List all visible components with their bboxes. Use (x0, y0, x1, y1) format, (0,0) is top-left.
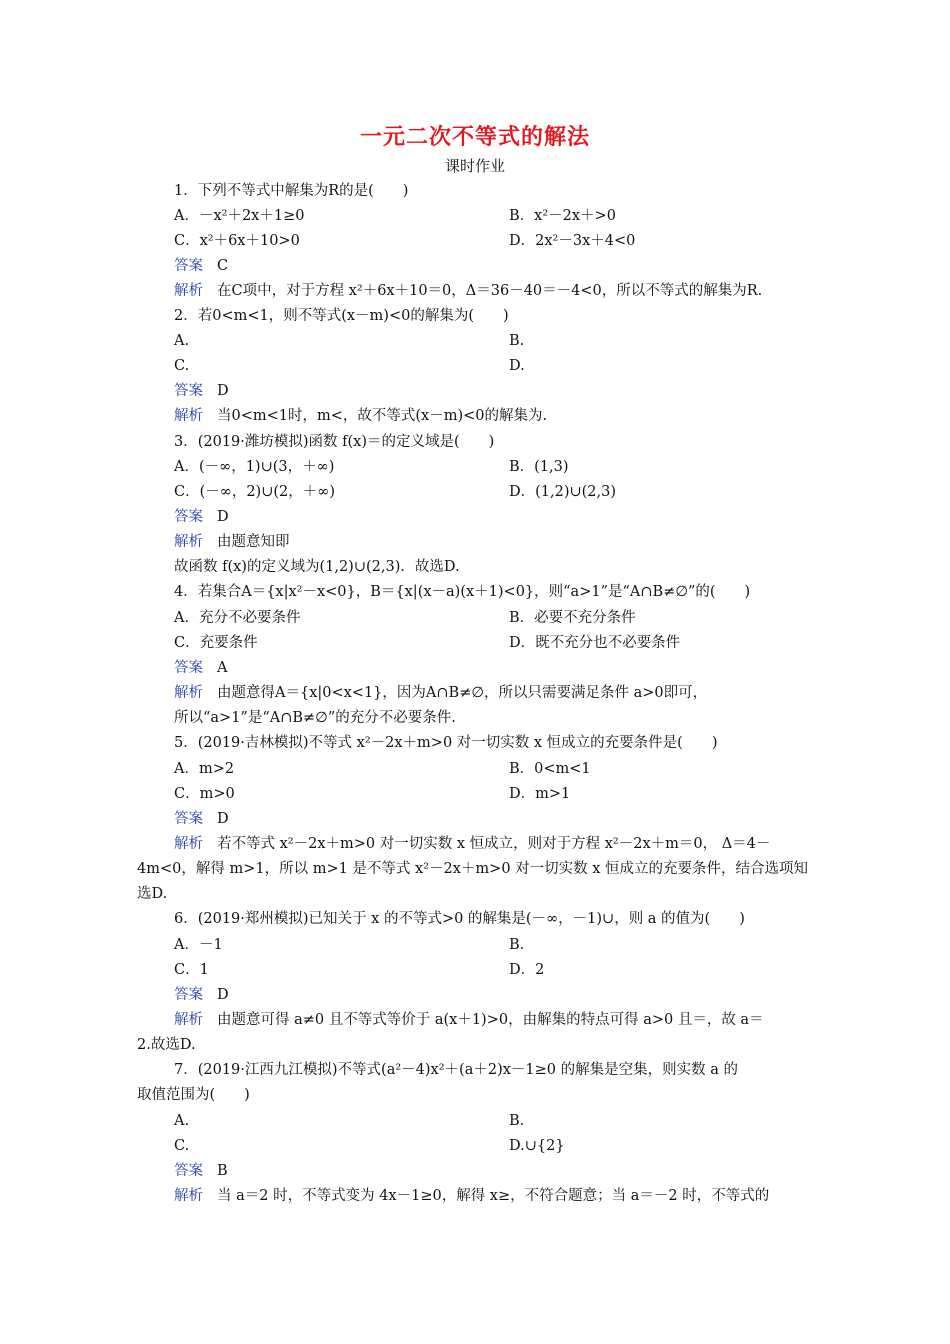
question-6-answer (174, 983, 814, 1008)
option-a: A．－x²＋2x＋1≥0 (174, 208, 305, 224)
question-1-analysis (174, 279, 814, 304)
option-d: D. (509, 358, 525, 374)
option-d: D.∪{2} (509, 1138, 565, 1154)
option-d: D．既不充分也不必要条件 (509, 635, 681, 651)
question-3-analysis-cont: 故函数 f(x)的定义域为(1,2)∪(2,3)．故选D. (174, 559, 460, 575)
question-1-options-row-1 (174, 204, 814, 229)
analysis-text: 当 a＝2 时，不等式变为 4x－1≥0，解得 x≥，不符合题意；当 a＝－2 时，不等式的 (217, 1188, 770, 1204)
question-4-analysis (174, 681, 814, 706)
answer-label: 答案 (174, 383, 203, 399)
question-2-stem: 2．若0<m<1，则不等式(x－m)<0的解集为( ) (174, 308, 509, 324)
question-4-options-row-1 (174, 606, 814, 631)
analysis-label: 解析 (174, 1188, 203, 1204)
answer-value: B (217, 1163, 228, 1179)
question-5-options-row-1 (174, 757, 814, 782)
answer-label: 答案 (174, 811, 203, 827)
option-d: D．2x²－3x＋4<0 (509, 233, 636, 249)
question-4-options-row-2 (174, 631, 814, 656)
answer-label: 答案 (174, 660, 203, 676)
analysis-label: 解析 (174, 408, 203, 424)
question-7-stem: 7．(2019·江西九江模拟)不等式(a²－4)x²＋(a＋2)x－1≥0 的解集是空集，则实数 a 的 (174, 1062, 738, 1078)
option-d: D．2 (509, 962, 545, 978)
answer-label: 答案 (174, 1163, 203, 1179)
answer-value: A (217, 660, 228, 676)
option-b: B. (509, 333, 525, 349)
question-4-analysis-cont: 所以“a>1”是“A∩B≠∅”的充分不必要条件. (174, 710, 456, 726)
question-6-stem: 6．(2019·郑州模拟)已知关于 x 的不等式>0 的解集是(－∞，－1)∪，则 a 的值为( ) (174, 911, 745, 927)
question-2-answer (174, 379, 814, 404)
option-b: B. (509, 1113, 525, 1129)
analysis-text: 由题意可得 a≠0 且不等式等价于 a(x＋1)>0，由解集的特点可得 a>0 且＝，故 a＝ (217, 1012, 764, 1028)
option-b: B．x²－2x＋>0 (509, 208, 616, 224)
answer-value: C (217, 258, 229, 274)
option-c: C．m>0 (174, 786, 235, 802)
document-subtitle: 课时作业 (444, 157, 505, 175)
question-5-answer (174, 807, 814, 832)
question-4-stem: 4．若集合A＝{x|x²－x<0}，B＝{x|(x－a)(x＋1)<0}，则“a>1”是“A∩B≠∅”的( ) (174, 584, 751, 600)
answer-value: D (217, 987, 229, 1003)
option-d: D．(1,2)∪(2,3) (509, 484, 617, 500)
option-a: A．m>2 (174, 761, 235, 777)
option-a: A．－1 (174, 937, 223, 953)
question-7-options-row-2 (174, 1134, 814, 1159)
option-c: C．x²＋6x＋10>0 (174, 233, 300, 249)
question-6-analysis (174, 1008, 814, 1033)
question-7-answer (174, 1159, 814, 1184)
document-title: 一元二次不等式的解法 (359, 124, 590, 150)
analysis-label: 解析 (174, 1012, 203, 1028)
answer-value: D (217, 509, 229, 525)
option-c: C. (174, 1138, 190, 1154)
answer-value: D (217, 383, 229, 399)
answer-label: 答案 (174, 258, 203, 274)
question-1-stem: 1．下列不等式中解集为R的是( ) (174, 183, 409, 199)
question-3-options-row-1 (174, 455, 814, 480)
option-a: A．(－∞，1)∪(3，＋∞) (174, 459, 335, 475)
analysis-text: 当0<m<1时，m<，故不等式(x－m)<0的解集为. (217, 408, 548, 424)
option-c: C. (174, 358, 190, 374)
answer-value: D (217, 811, 229, 827)
analysis-text: 由题意知即 (217, 534, 290, 550)
analysis-text: 由题意得A＝{x|0<x<1}，因为A∩B≠∅，所以只需要满足条件 a>0即可， (217, 685, 708, 701)
question-3-analysis (174, 530, 814, 555)
option-b: B．(1,3) (509, 459, 569, 475)
question-2-analysis (174, 404, 814, 429)
analysis-label: 解析 (174, 534, 203, 550)
option-a: A．充分不必要条件 (174, 610, 301, 626)
option-d: D．m>1 (509, 786, 571, 802)
option-c: C．充要条件 (174, 635, 258, 651)
question-1-options-row-2 (174, 229, 814, 254)
question-3-stem: 3．(2019·潍坊模拟)函数 f(x)＝的定义域是( ) (174, 434, 495, 450)
option-a: A. (174, 333, 190, 349)
analysis-label: 解析 (174, 836, 203, 852)
option-b: B．必要不充分条件 (509, 610, 636, 626)
question-5-options-row-2 (174, 782, 814, 807)
analysis-text: 在C项中，对于方程 x²＋6x＋10＝0，Δ＝36－40＝－4<0，所以不等式的解集为R. (217, 283, 763, 299)
option-c: C．(－∞，2)∪(2，＋∞) (174, 484, 335, 500)
question-7-analysis (174, 1184, 814, 1209)
question-1-answer (174, 254, 814, 279)
option-b: B．0<m<1 (509, 761, 591, 777)
option-a: A. (174, 1113, 190, 1129)
question-7-options-row-1 (174, 1109, 814, 1134)
analysis-text: 若不等式 x²－2x＋m>0 对一切实数 x 恒成立，则对于方程 x²－2x＋m＝0， Δ＝4－ (217, 836, 771, 852)
question-5-stem: 5．(2019·吉林模拟)不等式 x²－2x＋m>0 对一切实数 x 恒成立的充要条件是( ) (174, 735, 718, 751)
option-b: B. (509, 937, 525, 953)
analysis-label: 解析 (174, 685, 203, 701)
analysis-label: 解析 (174, 283, 203, 299)
question-6-options-row-1 (174, 933, 814, 958)
question-6-options-row-2 (174, 958, 814, 983)
question-5-analysis (174, 832, 814, 857)
question-6-analysis-cont: 2.故选D. (137, 1037, 196, 1053)
question-5-analysis-end: 选D. (137, 886, 168, 902)
question-4-answer (174, 656, 814, 681)
question-3-options-row-2 (174, 480, 814, 505)
question-2-options-row-2 (174, 354, 814, 379)
answer-label: 答案 (174, 987, 203, 1003)
question-2-options-row-1 (174, 329, 814, 354)
option-c: C．1 (174, 962, 209, 978)
question-7-stem-cont: 取值范围为( ) (137, 1087, 250, 1103)
question-5-analysis-cont: 4m<0，解得 m>1，所以 m>1 是不等式 x²－2x＋m>0 对一切实数 x 恒成立的充要条件，结合选项知 (137, 861, 809, 877)
answer-label: 答案 (174, 509, 203, 525)
question-3-answer (174, 505, 814, 530)
